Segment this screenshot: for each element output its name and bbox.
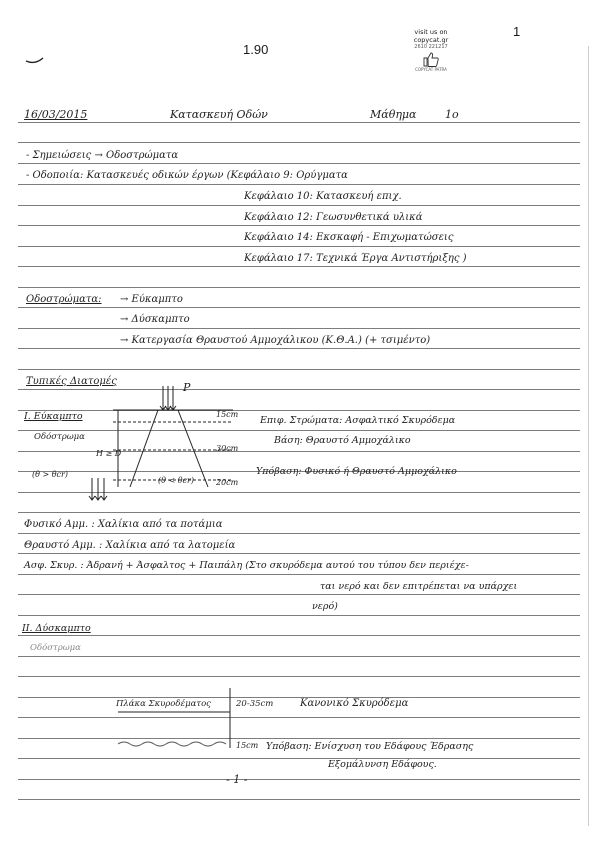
angle-left-label: (θ > θcr) (32, 470, 68, 479)
ruled-line (18, 307, 580, 308)
definition-asphalt-2: ται νερό και δεν επιτρέπεται να υπάρχει (320, 581, 518, 592)
section-1-label: I. Εύκαμπτο (24, 411, 83, 422)
course-title: Κατασκευή Οδών (170, 108, 268, 121)
ruled-line (18, 656, 580, 657)
pavement-type-1: → Εύκαμπτο (120, 294, 183, 305)
thumbs-up-icon (421, 51, 441, 67)
sections-heading: Τυπικές Διατομές (26, 376, 117, 387)
ruled-line (18, 225, 580, 226)
ruled-line (18, 369, 580, 370)
ruled-line (18, 142, 580, 143)
page-code: 1.90 (243, 42, 269, 57)
ruled-line (18, 122, 580, 123)
notes-line-4: Κεφάλαιο 12: Γεωσυνθετικά υλικά (244, 212, 423, 223)
notes-line-1: - Σημειώσεις → Οδοστρώματα (26, 150, 179, 161)
copy-shop-line2: copycat.gr (413, 36, 449, 44)
lesson-label: Μάθημα (370, 108, 417, 121)
copy-shop-stamp (405, 28, 457, 72)
ruled-line (18, 348, 580, 349)
ruled-line (18, 779, 580, 780)
section-2-sub: Οδόστρωμα (30, 643, 81, 653)
pavement-type-2: → Δύσκαμπτο (120, 314, 190, 325)
pavement-type-3: → Κατεργασία Θραυστού Αμμοχάλικου (Κ.Θ.Α.) (+ τσιμέντο) (120, 335, 431, 346)
slab-label: Πλάκα Σκυροδέματος (116, 699, 211, 709)
definition-crushed: Θραυστό Αμμ. : Χαλίκια από τα λατομεία (24, 540, 236, 551)
ruled-line (18, 533, 580, 534)
definition-asphalt-3: νερό) (312, 601, 338, 612)
section-2-label: II. Δύσκαμπτο (22, 623, 91, 634)
layer-subbase: Υπόβαση: Φυσικό ή Θραυστό Αμμοχάλικο (256, 466, 457, 477)
thickness-top: 15cm (216, 410, 239, 419)
thickness-bot: 20cm (216, 478, 239, 487)
notes-line-6: Κεφάλαιο 17: Τεχνικά Έργα Αντιστήριξης ) (244, 253, 467, 264)
corner-hook-mark (24, 52, 46, 66)
ruled-line (18, 676, 580, 677)
notes-line-2: - Οδοποιία: Κατασκευές οδικών έργων (Κεφάλαιο 9: Ορύγματα (26, 170, 348, 181)
definition-natural: Φυσικό Αμμ. : Χαλίκια από τα ποτάμια (24, 519, 223, 530)
layer-base: Βάση: Θραυστό Αμμοχάλικο (274, 435, 411, 446)
notes-line-5: Κεφάλαιο 14: Εκσκαφή - Επιχωματώσεις (244, 232, 454, 243)
subbase-thickness: 15cm (236, 741, 259, 750)
ruled-line (18, 163, 580, 164)
ruled-line (18, 594, 580, 595)
copy-shop-badge: COPYCAT PATRA (415, 67, 447, 72)
ruled-line (18, 615, 580, 616)
ruled-line (18, 799, 580, 800)
ruled-line (18, 738, 580, 739)
ruled-line (18, 512, 580, 513)
slab-description: Κανονικό Σκυρόδεμα (300, 698, 409, 709)
copy-shop-phone: 2610 221217 (414, 44, 448, 50)
height-label: H ≥ D (96, 449, 122, 458)
layer-surface: Επιφ. Στρώματα: Ασφαλτικό Σκυρόδεμα (260, 415, 456, 426)
ruled-line (18, 574, 580, 575)
definition-asphalt-1: Ασφ. Σκυρ. : Άδρανή + Άσφαλτος + Παιπάλη (Στο σκυρόδεμα αυτού του τύπου δεν περιέχε- (24, 560, 469, 571)
ruled-line (18, 553, 580, 554)
angle-right-label: (θ < θcr) (158, 476, 194, 485)
page-number: - 1 - (226, 773, 248, 786)
page-right-border (588, 46, 589, 826)
notes-line-3: Κεφάλαιο 10: Κατασκευή επιχ. (244, 191, 402, 202)
ruled-line (18, 184, 580, 185)
subbase-line-2: Εξομάλυνση Εδάφους. (328, 759, 437, 770)
subbase-line-1: Υπόβαση: Ενίσχυση του Εδάφους Έδρασης (266, 741, 474, 752)
ruled-line (18, 246, 580, 247)
ruled-line (18, 697, 580, 698)
corner-number: 1 (513, 24, 521, 39)
ruled-line (18, 635, 580, 636)
pavements-label: Οδοστρώματα: (26, 294, 102, 305)
ruled-line (18, 758, 580, 759)
ruled-line (18, 266, 580, 267)
load-label: P (183, 381, 191, 394)
thickness-mid: 30cm (216, 444, 239, 453)
ruled-line (18, 328, 580, 329)
note-date: 16/03/2015 (24, 108, 88, 121)
slab-thickness: 20-35cm (236, 699, 274, 709)
copy-shop-line1: visit us on (414, 28, 448, 36)
ruled-line (18, 205, 580, 206)
section-1-sub: Οδόστρωμα (34, 432, 85, 442)
ruled-line (18, 287, 580, 288)
ruled-line (18, 717, 580, 718)
lesson-number: 1ο (445, 108, 459, 121)
